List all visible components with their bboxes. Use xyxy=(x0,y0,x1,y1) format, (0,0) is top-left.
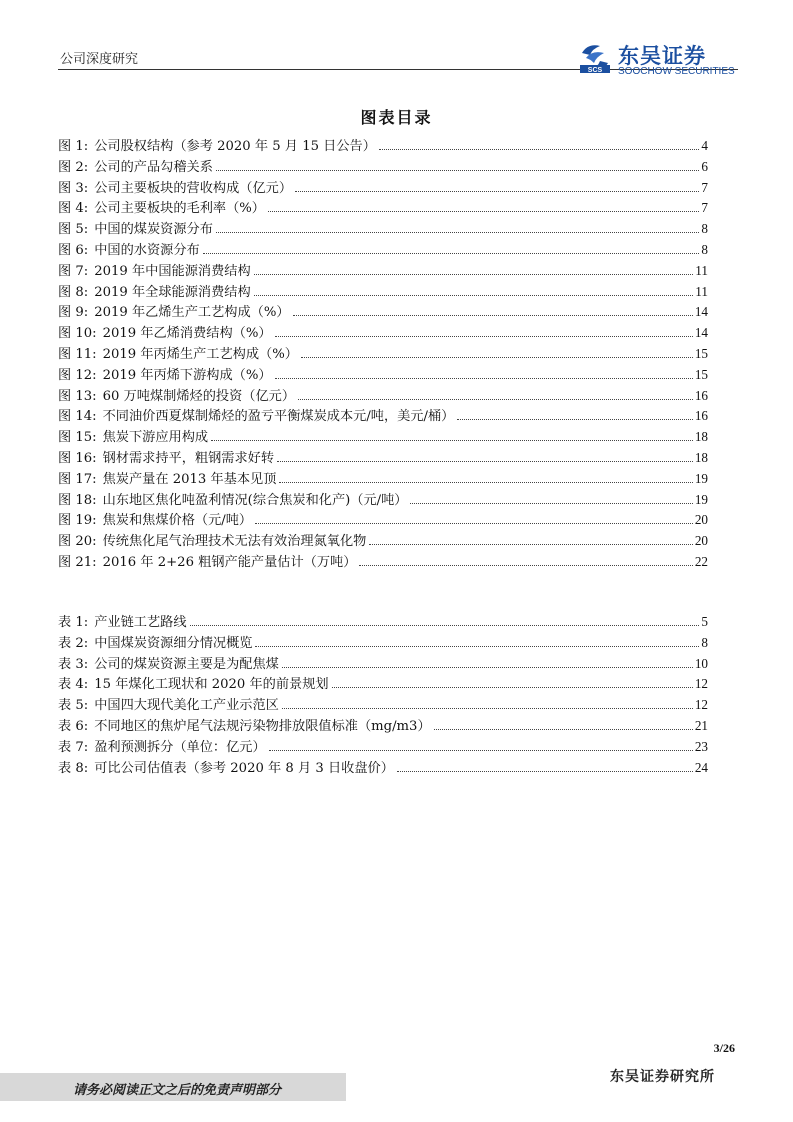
toc-entry-figure-19[interactable] xyxy=(58,510,708,531)
toc-entry-figure-14[interactable] xyxy=(58,406,708,427)
entry-label: 表 7: xyxy=(58,739,89,755)
entry-page: 18 xyxy=(694,449,708,465)
dot-leader xyxy=(282,667,693,668)
entry-page: 19 xyxy=(694,470,708,486)
entry-page: 5 xyxy=(701,614,708,629)
entry-title: 焦炭产量在 2013 年基本见顶 xyxy=(102,471,277,487)
entry-title: 中国的水资源分布 xyxy=(94,242,200,258)
entry-label: 图 8: xyxy=(58,284,89,300)
entry-page: 15 xyxy=(694,366,708,382)
entry-page: 14 xyxy=(694,304,708,320)
dot-leader xyxy=(282,708,693,709)
dot-leader xyxy=(211,440,693,441)
toc-entry-figure-21[interactable] xyxy=(58,552,708,573)
entry-label: 表 8: xyxy=(58,760,89,776)
entry-title: 产业链工艺路线 xyxy=(94,615,187,630)
logo-mark-text: SCS xyxy=(587,67,603,74)
toc-entry-figure-12[interactable] xyxy=(58,365,708,386)
table-list xyxy=(58,612,708,778)
dot-leader xyxy=(216,232,700,233)
entry-label: 表 5: xyxy=(58,698,89,714)
figure-list xyxy=(58,136,708,573)
entry-title: 钢材需求持平，粗钢需求好转 xyxy=(102,450,275,466)
report-type-label: 公司深度研究 xyxy=(60,52,139,67)
entry-title: 中国四大现代美化工产业示范区 xyxy=(94,698,279,714)
entry-title: 2019 年乙烯生产工艺构成（%） xyxy=(94,305,290,321)
entry-label: 图 3: xyxy=(58,180,89,196)
entry-title: 不同地区的焦炉尾气法规污染物排放限值标准（mg/m3） xyxy=(94,718,431,734)
entry-page: 4 xyxy=(701,138,708,153)
entry-page: 20 xyxy=(694,533,708,549)
entry-page: 8 xyxy=(701,241,708,257)
entry-title: 焦炭下游应用构成 xyxy=(102,430,209,446)
toc-entry-figure-7[interactable] xyxy=(58,261,708,282)
entry-page: 24 xyxy=(694,759,708,775)
entry-label: 表 6: xyxy=(58,718,89,734)
entry-label: 表 4: xyxy=(58,677,89,693)
entry-label: 图 17: xyxy=(58,471,97,487)
entry-title: 山东地区焦化吨盈利情况(综合焦炭和化产)（元/吨） xyxy=(102,492,408,508)
toc-entry-figure-3[interactable] xyxy=(58,178,708,199)
dot-leader xyxy=(379,149,699,150)
entry-page: 22 xyxy=(694,553,708,569)
dot-leader xyxy=(255,523,693,524)
dot-leader xyxy=(216,170,700,171)
entry-title: 焦炭和焦煤价格（元/吨） xyxy=(102,513,253,529)
entry-page: 21 xyxy=(694,717,708,733)
dot-leader xyxy=(457,419,692,420)
toc-entry-table-4[interactable] xyxy=(58,674,708,695)
entry-page: 7 xyxy=(701,200,708,216)
toc-entry-figure-5[interactable] xyxy=(58,219,708,240)
entry-page: 16 xyxy=(694,408,708,424)
toc-entry-table-7[interactable] xyxy=(58,737,708,758)
entry-page: 23 xyxy=(694,738,708,754)
entry-label: 图 16: xyxy=(58,450,97,466)
dot-leader xyxy=(254,295,694,296)
dot-leader xyxy=(410,503,692,504)
entry-title: 2019 年中国能源消费结构 xyxy=(94,263,251,279)
entry-title: 公司股权结构（参考 2020 年 5 月 15 日公告） xyxy=(94,139,376,154)
entry-page: 14 xyxy=(694,325,708,341)
dot-leader xyxy=(293,315,693,316)
entry-title: 传统焦化尾气治理技术无法有效治理氮氧化物 xyxy=(102,534,367,550)
dot-leader xyxy=(275,378,693,379)
entry-title: 可比公司估值表（参考 2020 年 8 月 3 日收盘价） xyxy=(94,760,394,776)
entry-label: 图 18: xyxy=(58,492,97,508)
toc-entry-table-6[interactable] xyxy=(58,716,708,737)
footer-disclaimer: 请务必阅读正文之后的免责声明部分 xyxy=(73,1083,282,1098)
company-logo xyxy=(578,40,740,78)
entry-label: 图 19: xyxy=(58,513,97,529)
entry-label: 图 21: xyxy=(58,554,97,570)
entry-label: 图 9: xyxy=(58,305,89,321)
entry-title: 中国煤炭资源细分情况概览 xyxy=(94,635,253,651)
dot-leader xyxy=(298,399,693,400)
entry-label: 图 13: xyxy=(58,388,97,404)
entry-page: 15 xyxy=(694,345,708,361)
footer-company: 东吴证券研究所 xyxy=(610,1069,715,1085)
dot-leader xyxy=(277,461,693,462)
entry-title: 2019 年全球能源消费结构 xyxy=(94,284,251,300)
entry-label: 表 1: xyxy=(58,615,89,630)
toc-entry-figure-17[interactable] xyxy=(58,469,708,490)
entry-page: 12 xyxy=(694,676,708,692)
entry-title: 不同油价西夏煤制烯烃的盈亏平衡煤炭成本元/吨，美元/桶） xyxy=(102,409,455,425)
dot-leader xyxy=(279,482,692,483)
toc-entry-table-8[interactable] xyxy=(58,758,708,779)
entry-title: 公司的煤炭资源主要是为配焦煤 xyxy=(94,656,279,672)
dot-leader xyxy=(203,253,700,254)
entry-title: 公司的产品勾稽关系 xyxy=(94,159,213,175)
entry-label: 图 10: xyxy=(58,326,97,342)
toc-entry-figure-13[interactable] xyxy=(58,386,708,407)
toc-entry-figure-15[interactable] xyxy=(58,427,708,448)
entry-title: 公司主要板块的营收构成（亿元） xyxy=(94,180,293,196)
entry-label: 图 2: xyxy=(58,159,89,175)
dot-leader xyxy=(269,750,693,751)
entry-page: 7 xyxy=(701,179,708,195)
entry-page: 8 xyxy=(701,634,708,650)
entry-label: 图 4: xyxy=(58,201,89,217)
entry-page: 12 xyxy=(694,697,708,713)
dot-leader xyxy=(359,565,692,566)
entry-title: 2016 年 2+26 粗钢产能产量估计（万吨） xyxy=(102,554,357,570)
page-number: 3/26 xyxy=(713,1041,735,1055)
logo-english-name: SOOCHOW SECURITIES xyxy=(618,66,735,77)
dot-leader xyxy=(369,544,692,545)
toc-entry-figure-9[interactable] xyxy=(58,302,708,323)
entry-page: 8 xyxy=(701,221,708,237)
toc-entry-figure-16[interactable] xyxy=(58,448,708,469)
entry-label: 图 15: xyxy=(58,430,97,446)
dot-leader xyxy=(268,211,699,212)
entry-title: 中国的煤炭资源分布 xyxy=(94,222,213,238)
dot-leader xyxy=(254,274,694,275)
entry-title: 2019 年丙烯下游构成（%） xyxy=(102,367,272,383)
entry-label: 图 14: xyxy=(58,409,97,425)
toc-entry-figure-11[interactable] xyxy=(58,344,708,365)
entry-label: 图 6: xyxy=(58,242,89,258)
entry-label: 图 5: xyxy=(58,222,89,238)
entry-label: 图 11: xyxy=(58,346,97,362)
toc-title: 图表目录 xyxy=(360,108,433,127)
dot-leader xyxy=(255,646,699,647)
dot-leader xyxy=(190,625,700,626)
toc-entry-figure-6[interactable] xyxy=(58,240,708,261)
toc-entry-figure-4[interactable] xyxy=(58,198,708,219)
entry-title: 15 年煤化工现状和 2020 年的前景规划 xyxy=(94,677,329,693)
toc-entry-figure-10[interactable] xyxy=(58,323,708,344)
entry-title: 盈利预测拆分（单位：亿元） xyxy=(94,739,266,755)
entry-title: 60 万吨煤制烯烃的投资（亿元） xyxy=(102,388,296,404)
toc-entry-table-2[interactable] xyxy=(58,633,708,654)
entry-page: 19 xyxy=(694,491,708,507)
entry-page: 20 xyxy=(694,512,708,528)
toc-entry-figure-20[interactable] xyxy=(58,531,708,552)
entry-label: 图 12: xyxy=(58,367,97,383)
entry-label: 表 2: xyxy=(58,635,89,651)
dot-leader xyxy=(275,336,693,337)
dot-leader xyxy=(301,357,693,358)
entry-label: 图 20: xyxy=(58,534,97,550)
entry-page: 11 xyxy=(695,283,708,299)
toc-entry-figure-18[interactable] xyxy=(58,490,708,511)
toc-entry-figure-2[interactable] xyxy=(58,157,708,178)
dot-leader xyxy=(295,191,699,192)
entry-page: 16 xyxy=(694,387,708,403)
logo-chinese-name: 东吴证券 xyxy=(618,44,706,68)
entry-page: 11 xyxy=(695,262,708,278)
toc-entry-table-5[interactable] xyxy=(58,695,708,716)
entry-label: 图 1: xyxy=(58,139,89,154)
entry-title: 公司主要板块的毛利率（%） xyxy=(94,201,265,217)
entry-label: 图 7: xyxy=(58,263,89,279)
entry-page: 10 xyxy=(694,655,708,671)
entry-label: 表 3: xyxy=(58,656,89,672)
logo-mark-icon xyxy=(578,41,612,75)
toc-entry-table-3[interactable] xyxy=(58,654,708,675)
toc-entry-figure-1[interactable] xyxy=(58,136,708,157)
toc-entry-figure-8[interactable] xyxy=(58,282,708,303)
toc-entry-table-1[interactable] xyxy=(58,612,708,633)
entry-page: 18 xyxy=(694,429,708,445)
entry-page: 6 xyxy=(701,158,708,174)
dot-leader xyxy=(397,771,693,772)
entry-title: 2019 年丙烯生产工艺构成（%） xyxy=(102,346,298,362)
dot-leader xyxy=(332,687,693,688)
dot-leader xyxy=(434,729,693,730)
entry-title: 2019 年乙烯消费结构（%） xyxy=(102,326,272,342)
